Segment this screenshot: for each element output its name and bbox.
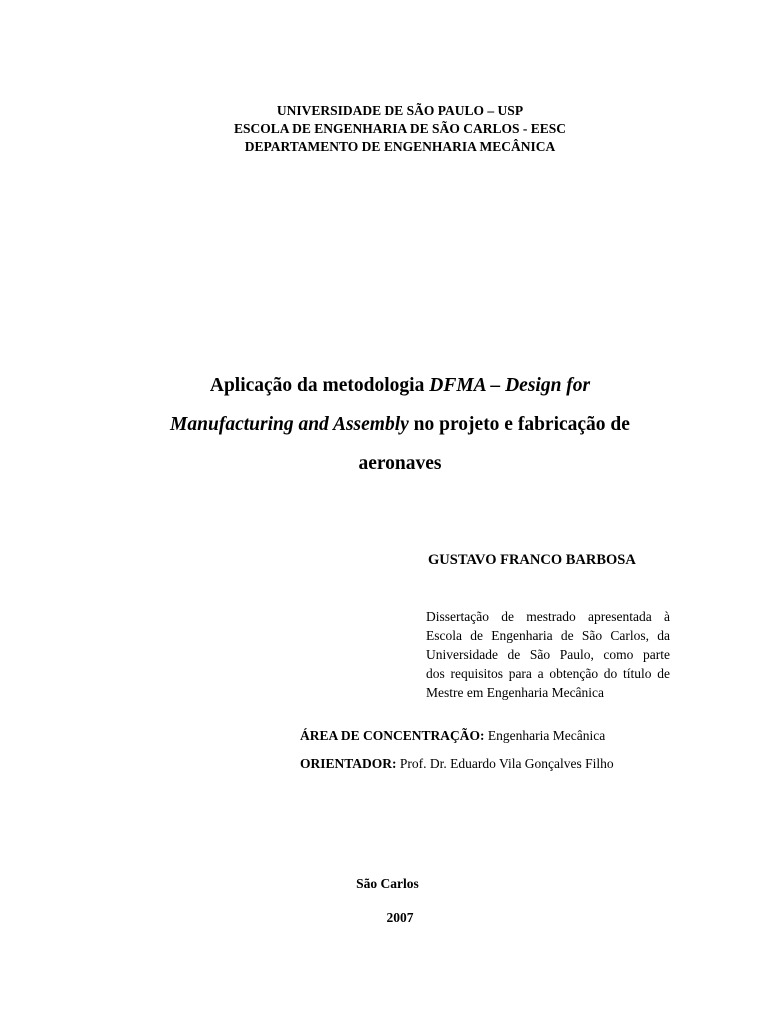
department-name: DEPARTAMENTO DE ENGENHARIA MECÂNICA [244,139,556,154]
school-name: ESCOLA DE ENGENHARIA DE SÃO CARLOS - EESC [234,121,566,136]
title-part-1: Aplicação da metodologia [209,375,430,396]
title-part-3: Manufacturing and Assembly [170,414,409,435]
concentration-area-value: Engenharia Mecânica [484,728,606,743]
advisor-value: Prof. Dr. Eduardo Vila Gonçalves Filho [396,756,614,771]
dissertation-line: Dissertação de mestrado apresentada à [426,609,670,624]
title-part-4: no projeto e fabricação de [408,414,630,435]
dissertation-line: dos requisitos para a obtenção do título de [426,666,670,681]
dissertation-line: Escola de Engenharia de São Carlos, da [426,628,670,643]
title-line-2 [100,405,700,444]
title-line-1 [100,366,700,405]
dissertation-statement [426,607,670,702]
city: São Carlos [356,876,419,891]
year: 2007 [386,910,414,925]
author-name: GUSTAVO FRANCO BARBOSA [428,552,636,568]
thesis-metadata [300,722,614,778]
concentration-area [300,722,614,750]
dissertation-line: Mestre em Engenharia Mecânica [426,685,605,700]
concentration-area-label: ÁREA DE CONCENTRAÇÃO: [300,728,485,743]
university-name: UNIVERSIDADE DE SÃO PAULO – USP [276,103,524,118]
advisor [300,750,614,778]
institution-header [0,102,768,156]
thesis-title [100,366,700,483]
title-part-2: DFMA – Design for [429,375,591,396]
title-part-5: aeronaves [358,453,442,474]
dissertation-line: Universidade de São Paulo, como parte [426,647,670,662]
title-line-3 [100,444,700,483]
advisor-label: ORIENTADOR: [300,756,397,771]
